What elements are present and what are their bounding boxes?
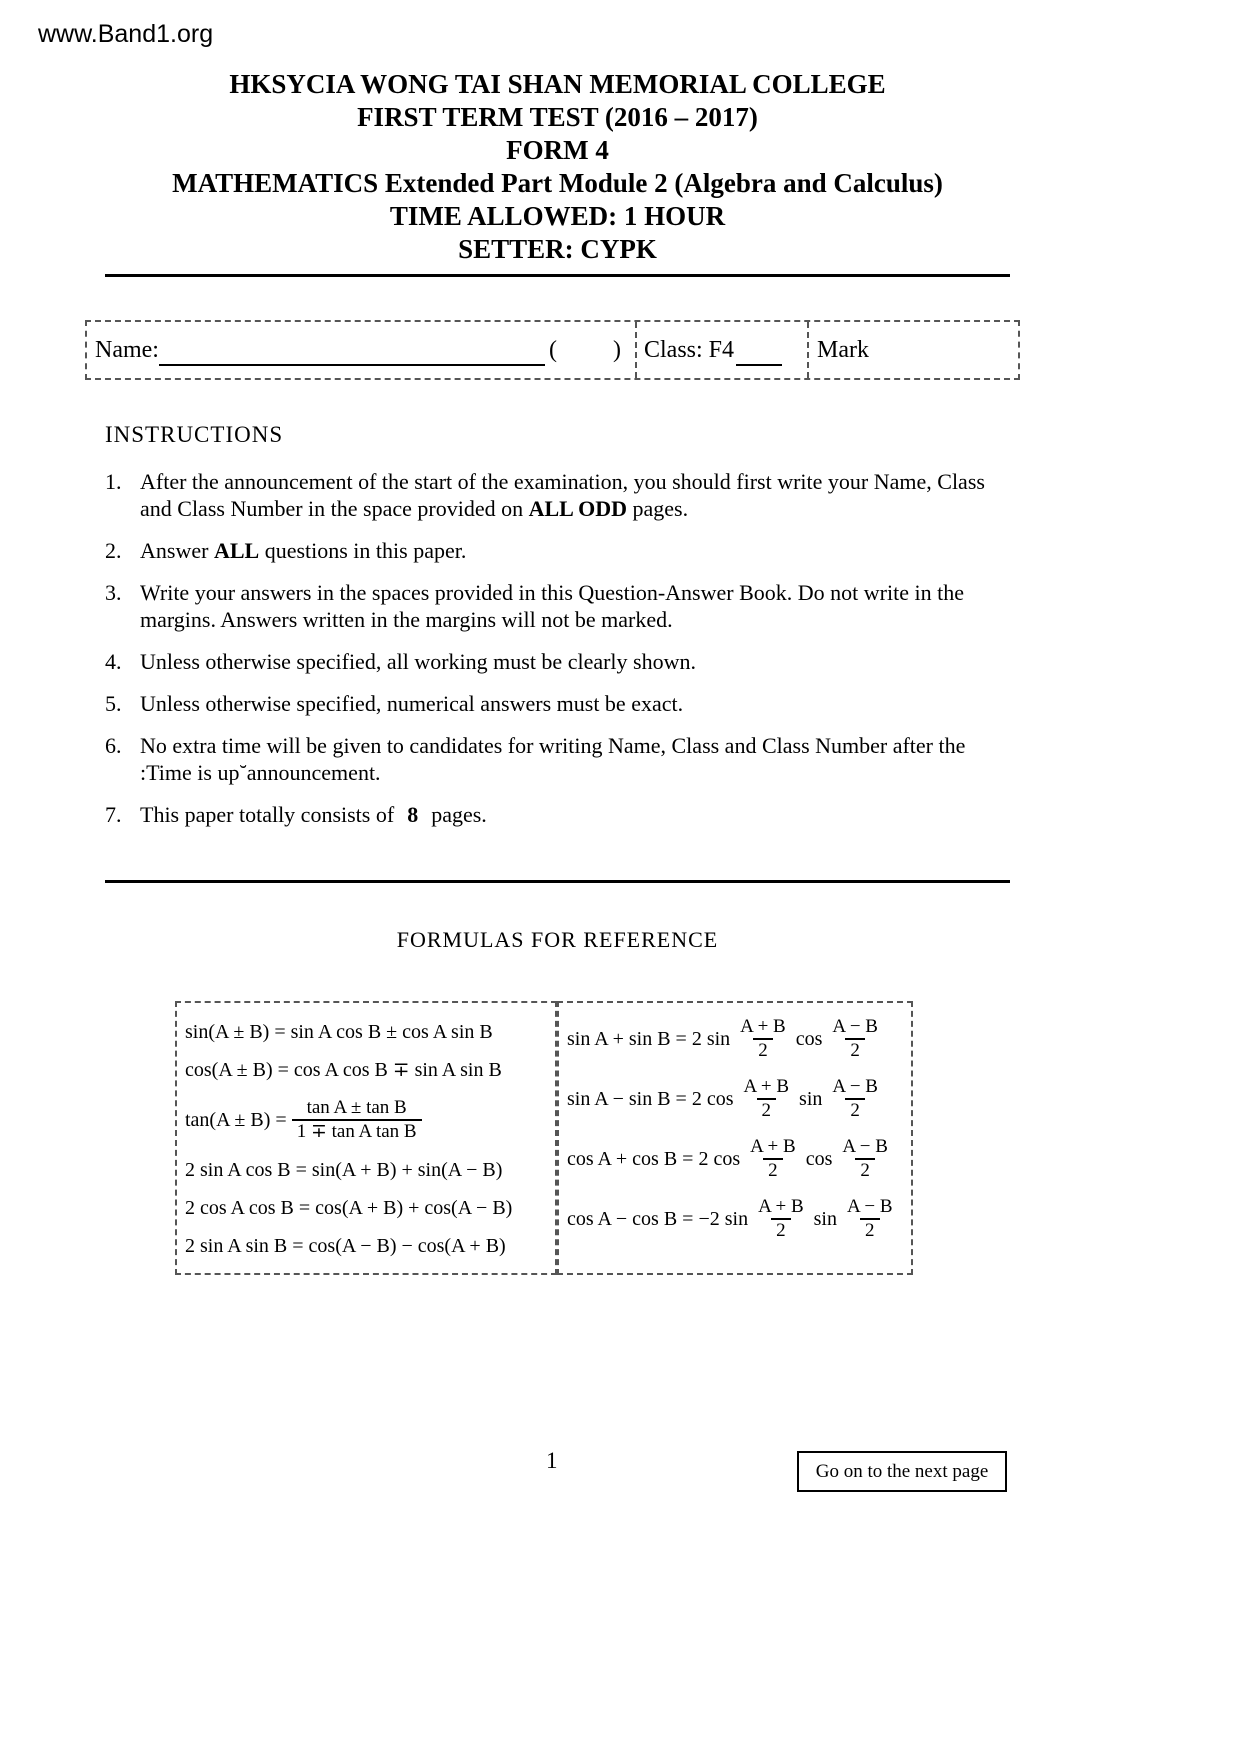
formula-row: cos A − cos B = −2 sin $\frac{A + B}{2}$ sin $\frac{A - B}{2}$: [567, 1189, 907, 1249]
school-name: HKSYCIA WONG TAI SHAN MEMORIAL COLLEGE: [229, 69, 886, 99]
formula-row: sin A − sin B = 2 cos $\frac{A + B}{2}$ sin $\frac{A - B}{2}$: [567, 1069, 907, 1129]
formula-row: sin(A ± B) = sin A cos B ± cos A sin B: [185, 1021, 493, 1043]
header-divider: [105, 274, 1010, 277]
fraction: $\frac{A + B}{2}$: [758, 1196, 804, 1241]
fraction: $\frac{A - B}{2}$: [842, 1136, 888, 1181]
section-divider: [105, 880, 1010, 883]
go-next-page-label: Go on to the next page: [797, 1451, 1007, 1492]
instructions-list: [105, 468, 1010, 828]
page-number: 1: [546, 1448, 558, 1473]
instruction-item: [105, 579, 1010, 633]
item-number: 3.: [105, 580, 122, 605]
formula-row: 2 cos A cos B = cos(A + B) + cos(A − B): [185, 1197, 513, 1219]
subject-title: MATHEMATICS Extended Part Module 2 (Algebra and Calculus): [172, 168, 943, 198]
class-number-paren-close: ): [613, 336, 621, 363]
formula-row: 2 sin A cos B = sin(A + B) + sin(A − B): [185, 1159, 503, 1181]
fraction: $\frac{A - B}{2}$: [832, 1016, 878, 1061]
item-text: Unless otherwise specified, all working must be clearly shown.: [140, 649, 696, 674]
name-label: Name:: [95, 336, 159, 363]
instruction-item: [105, 537, 1010, 564]
formulas-heading: FORMULAS FOR REFERENCE: [396, 927, 719, 952]
form-level: FORM 4: [506, 135, 609, 165]
instruction-item: [105, 648, 1010, 675]
instruction-item: [105, 468, 1010, 522]
item-number: 4.: [105, 649, 122, 674]
formula-row: 2 sin A sin B = cos(A − B) − cos(A + B): [185, 1235, 506, 1257]
fraction: $\frac{A + B}{2}$: [743, 1076, 790, 1121]
exam-header: [105, 68, 1010, 266]
class-cell: [637, 322, 809, 378]
formula-box-left: [175, 1001, 557, 1275]
instruction-item: [105, 801, 1010, 828]
class-label: Class: F4: [644, 336, 735, 363]
formula-row: tan(A ± B) = $\frac{\text{tan A ± tan B}}{\text{1 ∓ tan A tan B}}$: [185, 1089, 549, 1151]
class-number-write-space: [557, 334, 613, 366]
instructions-heading: INSTRUCTIONS: [105, 422, 284, 447]
item-text: This paper totally consists of 8 pages.: [140, 802, 487, 827]
instruction-item: [105, 732, 1010, 786]
item-number: 5.: [105, 691, 122, 716]
exam-title: FIRST TERM TEST (2016 – 2017): [357, 102, 758, 132]
fraction: $\frac{A - B}{2}$: [846, 1196, 893, 1241]
mark-label: Mark: [817, 336, 869, 363]
fraction: $\frac{A - B}{2}$: [832, 1076, 878, 1121]
formula-row: cos A + cos B = 2 cos $\frac{A + B}{2}$ cos $\frac{A - B}{2}$: [567, 1129, 907, 1189]
item-number: 6.: [105, 733, 122, 758]
candidate-info-box: [85, 320, 1020, 380]
watermark-url: www.Band1.org: [38, 20, 214, 48]
formula-box-right: [557, 1001, 913, 1275]
fraction: $\frac{\text{tan A ± tan B}}{\text{1 ∓ tan A tan B}}$: [292, 1097, 422, 1143]
item-text: Answer ALL questions in this paper.: [140, 538, 467, 563]
item-number: 1.: [105, 469, 122, 494]
name-write-line: [159, 334, 545, 366]
setter: SETTER: CYPK: [458, 234, 657, 264]
time-allowed: TIME ALLOWED: 1 HOUR: [389, 201, 726, 231]
formulas-section: [175, 1001, 1010, 1275]
name-cell: [87, 322, 637, 378]
item-text: Unless otherwise specified, numerical answers must be exact.: [140, 691, 684, 716]
instruction-item: [105, 690, 1010, 717]
item-text: Write your answers in the spaces provided in this Question-Answer Book. Do not write in the margins. Answers written in the margins will not be marked.: [140, 580, 964, 632]
mark-cell: [809, 322, 1018, 378]
item-text: After the announcement of the start of the examination, you should first write your Name, Class and Class Number in the space provided on ALL ODD pages.: [140, 469, 985, 521]
fraction: $\frac{A + B}{2}$: [750, 1136, 796, 1181]
page-content: [95, 0, 1010, 1275]
fraction: $\frac{A + B}{2}$: [740, 1016, 786, 1061]
class-number-paren-open: (: [549, 336, 557, 363]
item-number: 2.: [105, 538, 122, 563]
formula-row: sin A + sin B = 2 sin $\frac{A + B}{2}$ cos $\frac{A - B}{2}$: [567, 1009, 907, 1069]
class-write-line: [736, 334, 782, 366]
formula-row: cos(A ± B) = cos A cos B ∓ sin A sin B: [185, 1059, 502, 1081]
item-text: No extra time will be given to candidates for writing Name, Class and Class Number after the :Time is up˘announcement.: [140, 733, 966, 785]
item-number: 7.: [105, 802, 122, 827]
